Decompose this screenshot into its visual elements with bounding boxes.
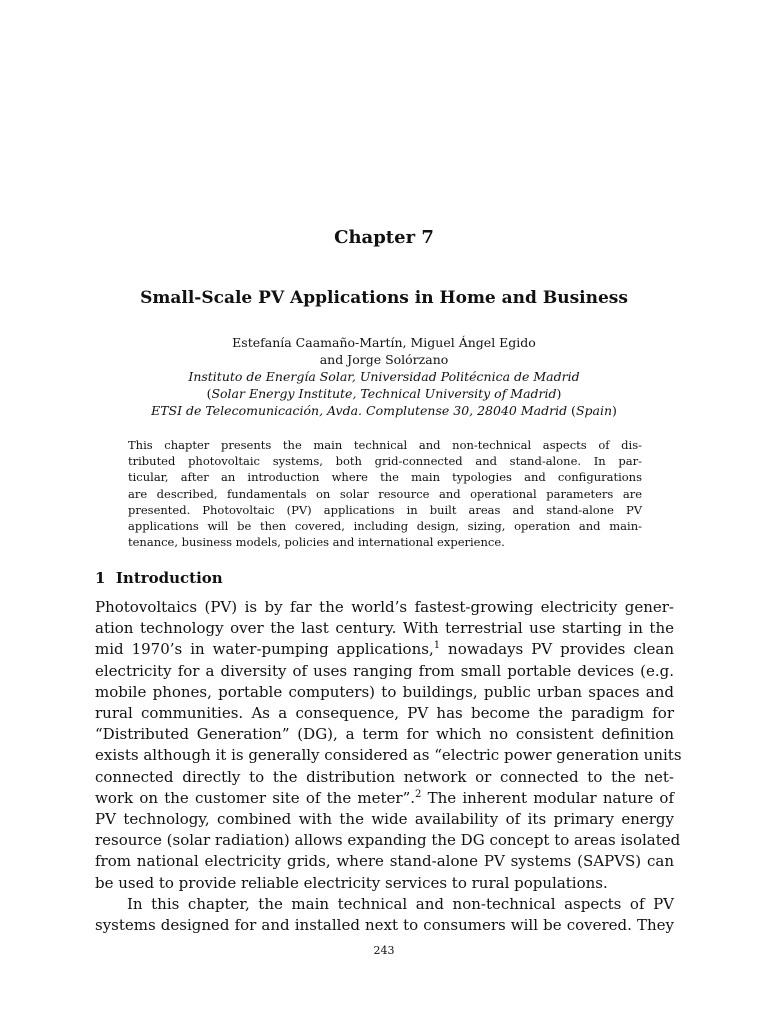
body-line: “Distributed Generation” (DG), a term for which no consistent definition: [95, 725, 674, 744]
abstract-line: applications will be then covered, including design, sizing, operation and main-: [128, 519, 642, 534]
body-line-text: nowadays PV provides clean: [440, 640, 674, 659]
body-line-text: mid 1970’s in water-pumping applications,: [95, 640, 434, 659]
affiliation-paren-open: (: [206, 386, 212, 401]
body-line: mobile phones, portable computers) to buildings, public urban spaces and: [95, 682, 674, 701]
abstract-line: tributed photovoltaic systems, both grid-connected and stand-alone. In par-: [128, 454, 642, 469]
body-line-text: The inherent modular nature of: [421, 788, 674, 807]
body-line: be used to provide reliable electricity services to rural populations.: [95, 873, 608, 892]
country-paren-close: ): [612, 403, 617, 418]
body-line: PV technology, combined with the wide availability of its primary energy: [95, 810, 674, 829]
affiliation-line-3: [0, 402, 768, 419]
authors-line-1: Estefanía Caamaño-Martín, Miguel Ángel Egido: [232, 335, 536, 350]
abstract-line: This chapter presents the main technical and non-technical aspects of dis-: [128, 438, 642, 452]
body-text: [95, 597, 682, 936]
affiliation-paren-close: ): [556, 386, 562, 401]
abstract-line: presented. Photovoltaic (PV) applications in built areas and stand-alone PV: [128, 502, 642, 517]
body-line: systems designed for and installed next to consumers will be covered. They: [95, 916, 674, 935]
body-line: Photovoltaics (PV) is by far the world’s fastest-growing electricity gener-: [95, 598, 674, 616]
body-line: electricity for a diversity of uses ranging from small portable devices (e.g.: [95, 661, 674, 680]
abstract: [128, 437, 642, 550]
affiliation-country: Spain: [575, 403, 613, 418]
page-number: 243: [373, 944, 395, 957]
abstract-line: tenance, business models, policies and international experience.: [128, 535, 505, 550]
footnote-marker-2[interactable]: 2: [415, 788, 422, 800]
section-heading: [95, 568, 223, 588]
country-paren-open: (: [571, 403, 576, 418]
body-line: [95, 639, 674, 660]
chapter-label: Chapter 7: [334, 227, 434, 248]
abstract-line: ticular, after an introduction where the main typologies and configurations: [128, 470, 642, 485]
affiliation-english-name: Solar Energy Institute, Technical University of Madrid: [211, 386, 557, 401]
body-line: ation technology over the last century. With terrestrial use starting in the: [95, 619, 674, 638]
section-number: 1: [95, 569, 106, 587]
author-block: [0, 334, 768, 419]
body-line-text: work on the customer site of the meter”.: [95, 788, 416, 807]
body-line: connected directly to the distribution network or connected to the net-: [95, 767, 674, 786]
affiliation-line-1: Instituto de Energía Solar, Universidad Politécnica de Madrid: [188, 369, 580, 384]
body-line: [95, 788, 674, 809]
footnote-marker-1[interactable]: 1: [433, 640, 441, 652]
body-line: exists although it is generally considered as “electric power generation units: [95, 746, 682, 765]
body-line: resource (solar radiation) allows expanding the DG concept to areas isolated: [95, 831, 681, 850]
section-title: Introduction: [115, 569, 223, 587]
body-line: In this chapter, the main technical and non-technical aspects of PV: [127, 894, 674, 913]
abstract-line: are described, fundamentals on solar resource and operational parameters are: [128, 486, 642, 501]
affiliation-line-2: [0, 385, 768, 402]
affiliation-address: ETSI de Telecomunicación, Avda. Complutense 30, 28040 Madrid: [151, 403, 572, 418]
authors-line-2: and Jorge Solórzano: [319, 352, 449, 367]
body-line: from national electricity grids, where stand-alone PV systems (SAPVS) can: [95, 852, 674, 871]
body-line: rural communities. As a consequence, PV has become the paradigm for: [95, 704, 674, 723]
chapter-title: Small-Scale PV Applications in Home and Business: [140, 288, 628, 308]
